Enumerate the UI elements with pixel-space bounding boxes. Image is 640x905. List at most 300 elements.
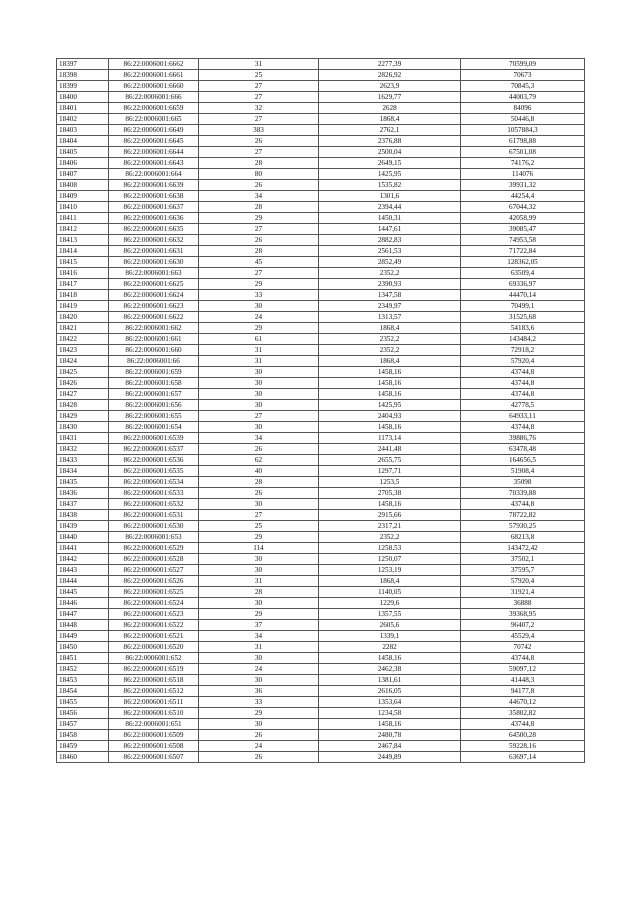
table-row [57,510,585,521]
row-number-cell: 18432 [57,444,109,455]
count-cell: 29 [199,708,319,719]
cadastral-number-cell: 86:22:0006001:6510 [109,708,199,719]
table-row [57,477,585,488]
table-row [57,158,585,169]
unit-value-cell: 1258,53 [319,543,461,554]
unit-value-cell: 2852,49 [319,257,461,268]
count-cell: 36 [199,686,319,697]
unit-value-cell: 1140,05 [319,587,461,598]
table-row [57,136,585,147]
row-number-cell: 18422 [57,334,109,345]
table-row [57,554,585,565]
count-cell: 29 [199,323,319,334]
total-value-cell: 59097,12 [461,664,585,675]
count-cell: 30 [199,675,319,686]
count-cell: 28 [199,587,319,598]
cadastral-number-cell: 86:22:0006001:656 [109,400,199,411]
total-value-cell: 50446,8 [461,114,585,125]
table-row [57,455,585,466]
total-value-cell: 39931,32 [461,180,585,191]
unit-value-cell: 2915,66 [319,510,461,521]
count-cell: 29 [199,279,319,290]
count-cell: 25 [199,70,319,81]
unit-value-cell: 1535,82 [319,180,461,191]
unit-value-cell: 1868,4 [319,576,461,587]
table-row [57,125,585,136]
cadastral-number-cell: 86:22:0006001:662 [109,323,199,334]
table-row [57,169,585,180]
row-number-cell: 18412 [57,224,109,235]
cadastral-number-cell: 86:22:0006001:6518 [109,675,199,686]
unit-value-cell: 1868,4 [319,323,461,334]
total-value-cell: 68213,8 [461,532,585,543]
row-number-cell: 18431 [57,433,109,444]
cadastral-number-cell: 86:22:0006001:6536 [109,455,199,466]
row-number-cell: 18410 [57,202,109,213]
total-value-cell: 43744,8 [461,367,585,378]
total-value-cell: 61798,88 [461,136,585,147]
unit-value-cell: 1868,4 [319,356,461,367]
table-row [57,92,585,103]
table-row [57,268,585,279]
table-row [57,697,585,708]
unit-value-cell: 1250,07 [319,554,461,565]
unit-value-cell: 1458,16 [319,653,461,664]
unit-value-cell: 1425,95 [319,169,461,180]
row-number-cell: 18417 [57,279,109,290]
row-number-cell: 18404 [57,136,109,147]
table-row [57,312,585,323]
total-value-cell: 37502,1 [461,554,585,565]
row-number-cell: 18448 [57,620,109,631]
cadastral-number-cell: 86:22:0006001:6623 [109,301,199,312]
count-cell: 27 [199,224,319,235]
unit-value-cell: 2390,93 [319,279,461,290]
unit-value-cell: 2352,2 [319,532,461,543]
table-row [57,499,585,510]
unit-value-cell: 2404,93 [319,411,461,422]
total-value-cell: 37595,7 [461,565,585,576]
unit-value-cell: 2826,92 [319,70,461,81]
cadastral-number-cell: 86:22:0006001:6630 [109,257,199,268]
total-value-cell: 43744,8 [461,378,585,389]
cadastral-number-cell: 86:22:0006001:6637 [109,202,199,213]
table-row [57,708,585,719]
row-number-cell: 18444 [57,576,109,587]
table-row [57,257,585,268]
row-number-cell: 18427 [57,389,109,400]
cadastral-number-cell: 86:22:0006001:658 [109,378,199,389]
unit-value-cell: 2394,44 [319,202,461,213]
table-row [57,598,585,609]
unit-value-cell: 2705,38 [319,488,461,499]
row-number-cell: 18400 [57,92,109,103]
count-cell: 31 [199,59,319,70]
count-cell: 29 [199,609,319,620]
cadastral-number-cell: 86:22:0006001:6528 [109,554,199,565]
table-row [57,521,585,532]
row-number-cell: 18457 [57,719,109,730]
table-row [57,202,585,213]
table-row [57,235,585,246]
count-cell: 28 [199,477,319,488]
cadastral-number-cell: 86:22:0006001:6638 [109,191,199,202]
total-value-cell: 70499,1 [461,301,585,312]
unit-value-cell: 1173,14 [319,433,461,444]
total-value-cell: 70673 [461,70,585,81]
total-value-cell: 35802,82 [461,708,585,719]
unit-value-cell: 1458,16 [319,719,461,730]
total-value-cell: 1057884,3 [461,125,585,136]
total-value-cell: 39368,95 [461,609,585,620]
total-value-cell: 44003,79 [461,92,585,103]
cadastral-number-cell: 86:22:0006001:6662 [109,59,199,70]
table-row [57,675,585,686]
count-cell: 31 [199,576,319,587]
cadastral-number-cell: 86:22:0006001:6534 [109,477,199,488]
table-row [57,565,585,576]
row-number-cell: 18460 [57,752,109,763]
row-number-cell: 18440 [57,532,109,543]
table-row [57,356,585,367]
total-value-cell: 44470,14 [461,290,585,301]
row-number-cell: 18436 [57,488,109,499]
table-row [57,389,585,400]
table-row [57,224,585,235]
cadastral-number-cell: 86:22:0006001:6631 [109,246,199,257]
total-value-cell: 63697,14 [461,752,585,763]
row-number-cell: 18447 [57,609,109,620]
total-value-cell: 44254,4 [461,191,585,202]
total-value-cell: 74176,2 [461,158,585,169]
count-cell: 27 [199,81,319,92]
cadastral-number-cell: 86:22:0006001:6527 [109,565,199,576]
table-row [57,180,585,191]
cadastral-number-cell: 86:22:0006001:6521 [109,631,199,642]
cadastral-number-cell: 86:22:0006001:6531 [109,510,199,521]
total-value-cell: 43744,8 [461,653,585,664]
row-number-cell: 18421 [57,323,109,334]
row-number-cell: 18458 [57,730,109,741]
table-row [57,587,585,598]
count-cell: 26 [199,136,319,147]
cadastral-number-cell: 86:22:0006001:6645 [109,136,199,147]
cadastral-number-cell: 86:22:0006001:6635 [109,224,199,235]
count-cell: 30 [199,598,319,609]
table-row [57,532,585,543]
total-value-cell: 43744,8 [461,719,585,730]
count-cell: 26 [199,444,319,455]
unit-value-cell: 2623,9 [319,81,461,92]
cadastral-number-cell: 86:22:0006001:6649 [109,125,199,136]
count-cell: 45 [199,257,319,268]
count-cell: 27 [199,510,319,521]
row-number-cell: 18437 [57,499,109,510]
table-row [57,59,585,70]
row-number-cell: 18441 [57,543,109,554]
cadastral-number-cell: 86:22:0006001:6522 [109,620,199,631]
count-cell: 114 [199,543,319,554]
unit-value-cell: 1458,16 [319,389,461,400]
table-row [57,719,585,730]
total-value-cell: 51908,4 [461,466,585,477]
count-cell: 33 [199,290,319,301]
row-number-cell: 18406 [57,158,109,169]
cadastral-number-cell: 86:22:0006001:6533 [109,488,199,499]
total-value-cell: 39085,47 [461,224,585,235]
cadastral-number-cell: 86:22:0006001:6636 [109,213,199,224]
row-number-cell: 18428 [57,400,109,411]
cadastral-number-cell: 86:22:0006001:651 [109,719,199,730]
table-row [57,81,585,92]
total-value-cell: 71722,84 [461,246,585,257]
unit-value-cell: 1458,16 [319,499,461,510]
unit-value-cell: 2561,53 [319,246,461,257]
total-value-cell: 128362,05 [461,257,585,268]
unit-value-cell: 1357,55 [319,609,461,620]
unit-value-cell: 2762,1 [319,125,461,136]
total-value-cell: 39886,76 [461,433,585,444]
count-cell: 29 [199,532,319,543]
cadastral-number-cell: 86:22:0006001:6660 [109,81,199,92]
cadastral-number-cell: 86:22:0006001:66 [109,356,199,367]
count-cell: 62 [199,455,319,466]
count-cell: 30 [199,301,319,312]
row-number-cell: 18411 [57,213,109,224]
table-row [57,378,585,389]
count-cell: 31 [199,356,319,367]
count-cell: 40 [199,466,319,477]
row-number-cell: 18402 [57,114,109,125]
unit-value-cell: 1234,58 [319,708,461,719]
cadastral-number-cell: 86:22:0006001:6639 [109,180,199,191]
total-value-cell: 114076 [461,169,585,180]
row-number-cell: 18409 [57,191,109,202]
row-number-cell: 18419 [57,301,109,312]
table-row [57,279,585,290]
table-row [57,488,585,499]
cadastral-number-cell: 86:22:0006001:665 [109,114,199,125]
unit-value-cell: 2500,04 [319,147,461,158]
count-cell: 26 [199,488,319,499]
row-number-cell: 18420 [57,312,109,323]
total-value-cell: 84096 [461,103,585,114]
row-number-cell: 18414 [57,246,109,257]
total-value-cell: 36888 [461,598,585,609]
unit-value-cell: 1253,5 [319,477,461,488]
total-value-cell: 54183,6 [461,323,585,334]
count-cell: 30 [199,565,319,576]
table-row [57,631,585,642]
count-cell: 30 [199,422,319,433]
total-value-cell: 143484,2 [461,334,585,345]
row-number-cell: 18433 [57,455,109,466]
unit-value-cell: 2480,78 [319,730,461,741]
unit-value-cell: 2441,48 [319,444,461,455]
unit-value-cell: 2277,39 [319,59,461,70]
row-number-cell: 18423 [57,345,109,356]
count-cell: 30 [199,653,319,664]
total-value-cell: 43744,8 [461,389,585,400]
table-row [57,686,585,697]
total-value-cell: 96407,2 [461,620,585,631]
cadastral-number-cell: 86:22:0006001:6511 [109,697,199,708]
table-row [57,334,585,345]
table-row [57,70,585,81]
unit-value-cell: 1458,16 [319,378,461,389]
total-value-cell: 74953,58 [461,235,585,246]
row-number-cell: 18398 [57,70,109,81]
total-value-cell: 57920,4 [461,576,585,587]
count-cell: 31 [199,345,319,356]
count-cell: 27 [199,114,319,125]
total-value-cell: 43744,8 [461,422,585,433]
total-value-cell: 44670,12 [461,697,585,708]
table-row [57,609,585,620]
table-row [57,664,585,675]
count-cell: 30 [199,499,319,510]
cadastral-value-table [56,58,585,763]
total-value-cell: 164656,5 [461,455,585,466]
unit-value-cell: 2376,88 [319,136,461,147]
table-row [57,323,585,334]
unit-value-cell: 1629,77 [319,92,461,103]
count-cell: 26 [199,752,319,763]
cadastral-number-cell: 86:22:0006001:659 [109,367,199,378]
table-row [57,576,585,587]
row-number-cell: 18424 [57,356,109,367]
table-row [57,103,585,114]
cadastral-number-cell: 86:22:0006001:6525 [109,587,199,598]
row-number-cell: 18407 [57,169,109,180]
total-value-cell: 70742 [461,642,585,653]
cadastral-number-cell: 86:22:0006001:6535 [109,466,199,477]
total-value-cell: 70339,88 [461,488,585,499]
row-number-cell: 18442 [57,554,109,565]
row-number-cell: 18451 [57,653,109,664]
count-cell: 28 [199,158,319,169]
count-cell: 30 [199,400,319,411]
cadastral-number-cell: 86:22:0006001:6539 [109,433,199,444]
unit-value-cell: 1253,19 [319,565,461,576]
count-cell: 80 [199,169,319,180]
total-value-cell: 35098 [461,477,585,488]
row-number-cell: 18397 [57,59,109,70]
unit-value-cell: 2282 [319,642,461,653]
cadastral-number-cell: 86:22:0006001:6624 [109,290,199,301]
total-value-cell: 31921,4 [461,587,585,598]
count-cell: 27 [199,147,319,158]
table-row [57,290,585,301]
row-number-cell: 18426 [57,378,109,389]
cadastral-number-cell: 86:22:0006001:6643 [109,158,199,169]
total-value-cell: 57930,25 [461,521,585,532]
table-row [57,191,585,202]
total-value-cell: 67501,08 [461,147,585,158]
total-value-cell: 94177,8 [461,686,585,697]
cadastral-number-cell: 86:22:0006001:6526 [109,576,199,587]
table-row [57,730,585,741]
count-cell: 24 [199,741,319,752]
unit-value-cell: 1339,1 [319,631,461,642]
count-cell: 37 [199,620,319,631]
unit-value-cell: 1425,95 [319,400,461,411]
unit-value-cell: 2349,97 [319,301,461,312]
unit-value-cell: 2462,38 [319,664,461,675]
table-row [57,653,585,664]
table-row [57,752,585,763]
row-number-cell: 18453 [57,675,109,686]
row-number-cell: 18449 [57,631,109,642]
cadastral-number-cell: 86:22:0006001:657 [109,389,199,400]
count-cell: 24 [199,664,319,675]
row-number-cell: 18455 [57,697,109,708]
unit-value-cell: 1301,6 [319,191,461,202]
cadastral-number-cell: 86:22:0006001:6530 [109,521,199,532]
row-number-cell: 18408 [57,180,109,191]
row-number-cell: 18450 [57,642,109,653]
count-cell: 29 [199,213,319,224]
total-value-cell: 70599,09 [461,59,585,70]
total-value-cell: 42058,99 [461,213,585,224]
total-value-cell: 31525,68 [461,312,585,323]
unit-value-cell: 1313,57 [319,312,461,323]
count-cell: 30 [199,378,319,389]
count-cell: 27 [199,92,319,103]
cadastral-number-cell: 86:22:0006001:6524 [109,598,199,609]
unit-value-cell: 2628 [319,103,461,114]
cadastral-number-cell: 86:22:0006001:661 [109,334,199,345]
total-value-cell: 70845,3 [461,81,585,92]
unit-value-cell: 2655,75 [319,455,461,466]
table-row [57,345,585,356]
cadastral-number-cell: 86:22:0006001:6625 [109,279,199,290]
count-cell: 25 [199,521,319,532]
table-row [57,642,585,653]
cadastral-number-cell: 86:22:0006001:654 [109,422,199,433]
unit-value-cell: 2449,89 [319,752,461,763]
unit-value-cell: 2317,21 [319,521,461,532]
count-cell: 33 [199,697,319,708]
row-number-cell: 18415 [57,257,109,268]
count-cell: 30 [199,367,319,378]
table-row [57,213,585,224]
count-cell: 32 [199,103,319,114]
table-body [57,59,585,763]
unit-value-cell: 2605,6 [319,620,461,631]
count-cell: 24 [199,312,319,323]
unit-value-cell: 1297,71 [319,466,461,477]
row-number-cell: 18459 [57,741,109,752]
total-value-cell: 69336,97 [461,279,585,290]
total-value-cell: 57920,4 [461,356,585,367]
table-row [57,301,585,312]
count-cell: 30 [199,389,319,400]
unit-value-cell: 1450,31 [319,213,461,224]
cadastral-number-cell: 86:22:0006001:653 [109,532,199,543]
unit-value-cell: 2352,2 [319,345,461,356]
total-value-cell: 64933,11 [461,411,585,422]
row-number-cell: 18399 [57,81,109,92]
table-row [57,433,585,444]
count-cell: 34 [199,631,319,642]
table-row [57,422,585,433]
row-number-cell: 18445 [57,587,109,598]
count-cell: 27 [199,411,319,422]
unit-value-cell: 2352,2 [319,268,461,279]
total-value-cell: 143472,42 [461,543,585,554]
cadastral-number-cell: 86:22:0006001:6509 [109,730,199,741]
